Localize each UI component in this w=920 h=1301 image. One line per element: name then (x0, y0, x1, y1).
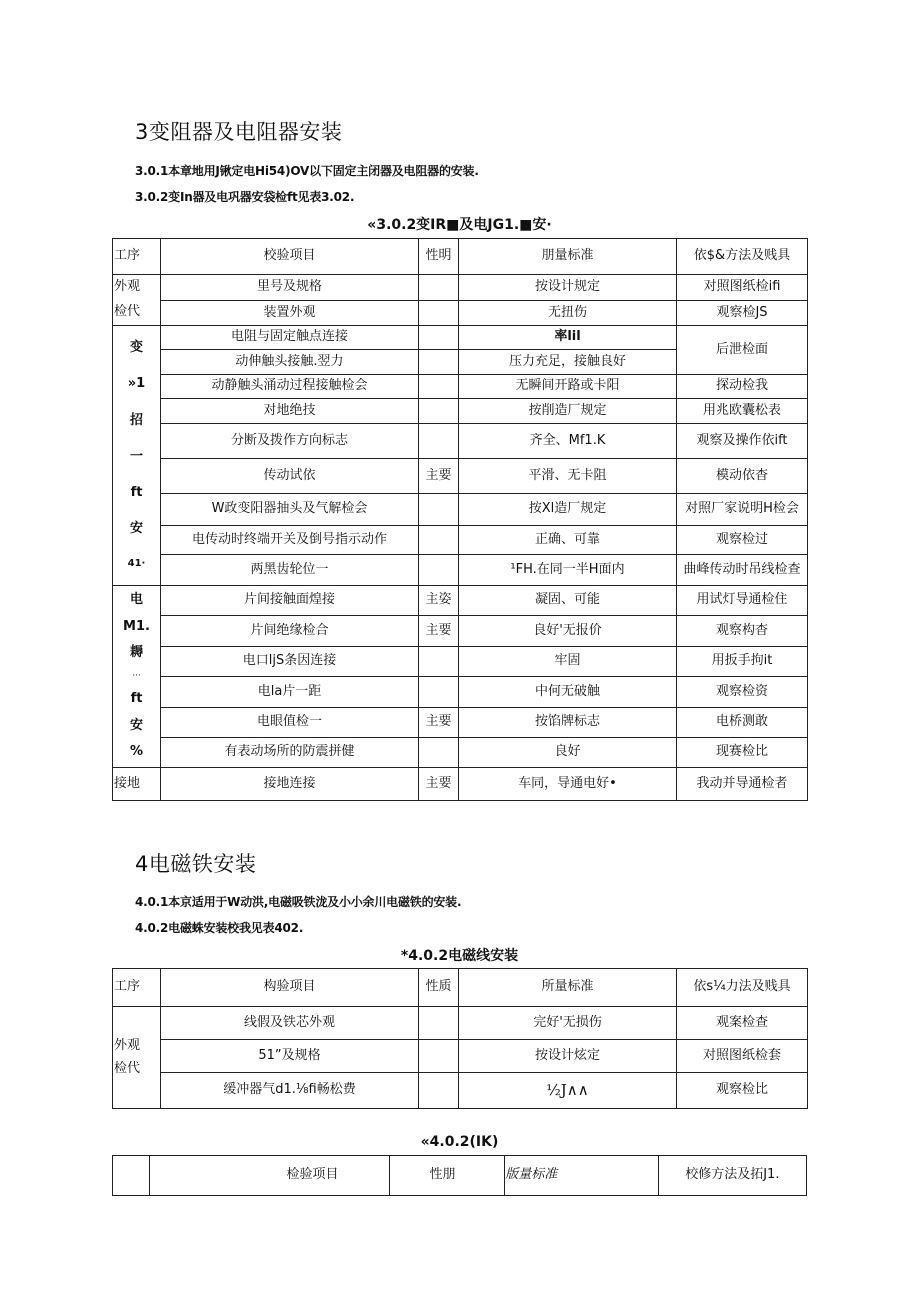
cell-standard: 按设计炫定 (459, 1040, 677, 1073)
table-row (113, 326, 808, 350)
cell-standard: ½J∧∧ (459, 1073, 677, 1109)
header-standard: 所量标准 (459, 969, 677, 1007)
group-bianzu-char: 招 (129, 412, 143, 428)
cell-method: 现赛检比 (677, 738, 808, 768)
cell-method: 观察检资 (677, 677, 808, 708)
table-row (113, 647, 808, 677)
group-jiedi: 接地 (113, 768, 161, 801)
table-row (113, 399, 808, 424)
cell-nature (419, 677, 459, 708)
table-4-header-row (113, 969, 808, 1007)
table-row (113, 677, 808, 708)
cell-method: 观案检查 (677, 1007, 808, 1040)
table-row (113, 459, 808, 494)
cell-standard: 良好 (459, 738, 677, 768)
table-4-continued-header-row (113, 1156, 807, 1196)
cell-method: 用兆欧囊松表 (677, 399, 808, 424)
cell-nature: 主要 (419, 768, 459, 801)
cell-item: 传动试依 (161, 459, 419, 494)
group-dianzu-char: % (129, 744, 144, 760)
group-bianzu-char: 一 (129, 448, 143, 464)
cell-standard: 完好'无损伤 (459, 1007, 677, 1040)
table-row (113, 375, 808, 399)
cell-standard: 无扭伤 (459, 301, 677, 326)
cell-method: 用扳手拘it (677, 647, 808, 677)
table-3 (112, 238, 808, 801)
section-4-para-1: 4.0.1本京适用于W动洪,电磁吸铁泷及小小余川电磁铁的安装. (135, 895, 462, 909)
cell-nature (419, 1073, 459, 1109)
cell-standard: 牢固 (459, 647, 677, 677)
header-process: 工序 (113, 969, 161, 1007)
cell-nature (419, 1007, 459, 1040)
cell-nature: 主姿 (419, 586, 459, 616)
cell-standard: 车同，导通电好• (459, 768, 677, 801)
cell-nature: 主要 (419, 616, 459, 647)
group-bianzu (113, 326, 161, 586)
section-4-para-2: 4.0.2电磁蛛安装校我见表402. (135, 921, 304, 935)
section-3-heading: 3变阻器及电阻器安装 (135, 120, 343, 144)
cell-nature (419, 494, 459, 526)
cell-item: 接地连接 (161, 768, 419, 801)
group-bianzu-char: ft (130, 484, 143, 500)
header-process: 工序 (113, 239, 161, 275)
cell-standard: 正确、可靠 (459, 526, 677, 555)
header-standard: 版量标准 (505, 1156, 659, 1196)
cell-item: 电传动时终端开关及倒号指示动作 (161, 526, 419, 555)
cell-method: 观察及操作依ift (677, 424, 808, 459)
cell-method: 对照图纸检套 (677, 1040, 808, 1073)
header-method: 依s¼力法及贱具 (677, 969, 808, 1007)
cell-method: 对照厂家说明H检会 (677, 494, 808, 526)
cell-standard: 良好'无报价 (459, 616, 677, 647)
cell-nature (419, 350, 459, 375)
cell-method: 我动并导通检者 (677, 768, 808, 801)
group-outer: 外观 检代 (113, 275, 161, 326)
header-item: 检验项目 (149, 1156, 389, 1196)
table-row (113, 616, 808, 647)
cell-item: 片间接触面煌接 (161, 586, 419, 616)
header-standard: 朋量标准 (459, 239, 677, 275)
cell-item: 动静触头涌动过程接触检会 (161, 375, 419, 399)
cell-item: 线假及铁芯外观 (161, 1007, 419, 1040)
section-3-para-2: 3.0.2变In器及电巩器安袋检ft见表3.02. (135, 190, 355, 204)
cell-item: W政变阳器抽头及气解检会 (161, 494, 419, 526)
header-nature: 性朋 (389, 1156, 505, 1196)
cell-standard: 按Xl造厂规定 (459, 494, 677, 526)
cell-item: 缓冲器气d1.⅛fi畅松费 (161, 1073, 419, 1109)
header-method: 校修方法及拓J1. (658, 1156, 806, 1196)
header-nature: 性明 (419, 239, 459, 275)
cell-item: 电眼值检一 (161, 708, 419, 738)
cell-method: 电桥测敢 (677, 708, 808, 738)
cell-item: 电口ljS条因连接 (161, 647, 419, 677)
cell-nature (419, 275, 459, 301)
cell-method: 观察检JS (677, 301, 808, 326)
group-dianzu-char: ··· (132, 671, 141, 682)
cell-nature: 主要 (419, 708, 459, 738)
cell-nature (419, 647, 459, 677)
cell-nature (419, 301, 459, 326)
group-dianzu-char: 耨 (129, 645, 143, 661)
cell-item: 里号及规格 (161, 275, 419, 301)
table-row (113, 1040, 808, 1073)
cell-method: 对照图纸检ifi (677, 275, 808, 301)
cell-nature (419, 526, 459, 555)
table-3-header-row (113, 239, 808, 275)
cell-standard: 按馅牌标志 (459, 708, 677, 738)
cell-standard: 按削造厂规定 (459, 399, 677, 424)
cell-item: 片间绝缘检合 (161, 616, 419, 647)
group-dianzu-char: M1. (123, 618, 150, 634)
table-row (113, 494, 808, 526)
table-row (113, 424, 808, 459)
cell-standard: 按设计规定 (459, 275, 677, 301)
table-row (113, 275, 808, 301)
cell-nature (419, 375, 459, 399)
group-bianzu-char: 41· (127, 558, 146, 570)
cell-method: 用试灯导通检住 (677, 586, 808, 616)
cell-nature (419, 326, 459, 350)
table-4-continued-caption: «4.0.2(IK) (420, 1134, 499, 1150)
cell-nature (419, 1040, 459, 1073)
cell-method: 模动依杳 (677, 459, 808, 494)
group-bianzu-char: 变 (129, 340, 143, 356)
table-4 (112, 968, 808, 1109)
table-row (113, 768, 808, 801)
header-method: 依$&方法及贱具 (677, 239, 808, 275)
cell-standard: 无瞬间开路或卡阳 (459, 375, 677, 399)
table-row (113, 555, 808, 586)
cell-item: 装置外观 (161, 301, 419, 326)
header-item: 校验项目 (161, 239, 419, 275)
group-dianzu-char: 安 (129, 717, 143, 733)
header-item: 构验项目 (161, 969, 419, 1007)
cell-nature (419, 424, 459, 459)
cell-item: 分断及拨作方向标志 (161, 424, 419, 459)
cell-method: 曲峰传动时吊线检查 (677, 555, 808, 586)
table-row (113, 526, 808, 555)
cell-method: 后泄检面 (677, 326, 808, 375)
cell-item: 两黑齿轮位一 (161, 555, 419, 586)
cell-standard: 平滑、无卡阻 (459, 459, 677, 494)
cell-nature (419, 738, 459, 768)
table-row (113, 1007, 808, 1040)
cell-method: 观察检比 (677, 1073, 808, 1109)
cell-item: 电阻与固定触点连接 (161, 326, 419, 350)
section-4-heading: 4电磁铁安装 (135, 852, 257, 876)
group-dianzu-char: 电 (129, 591, 143, 607)
cell-method: 探动检我 (677, 375, 808, 399)
group-dianzu-char: ft (130, 690, 143, 706)
table-row (113, 708, 808, 738)
cell-nature (419, 555, 459, 586)
cell-standard: 齐全、Mf1.K (459, 424, 677, 459)
section-3-para-1: 3.0.1本章地用J锹定电Hi54)OV以下固定主闭器及电阻器的安装. (135, 164, 479, 178)
cell-standard: 凝固、可能 (459, 586, 677, 616)
cell-standard: 中何无破触 (459, 677, 677, 708)
cell-item: 51”及规格 (161, 1040, 419, 1073)
table-4-caption: *4.0.2电磁线安装 (400, 948, 519, 964)
cell-standard: ¹FH.在同一半H面内 (459, 555, 677, 586)
group-outer: 外观 检代 (113, 1007, 161, 1109)
cell-item: 对地绝技 (161, 399, 419, 424)
table-row (113, 1073, 808, 1109)
table-3-caption: «3.0.2变IR■及电JG1.■安· (367, 217, 552, 233)
cell-nature: 主要 (419, 459, 459, 494)
cell-item: 动伸触头接触.翌力 (161, 350, 419, 375)
table-row (113, 301, 808, 326)
cell-method: 观察构杳 (677, 616, 808, 647)
table-row (113, 738, 808, 768)
cell-method: 观察检过 (677, 526, 808, 555)
cell-nature (419, 399, 459, 424)
table-4-continued (112, 1155, 807, 1196)
cell-item: 有表动场所的防震拼健 (161, 738, 419, 768)
group-dianzu (113, 586, 161, 768)
group-bianzu-char: »1 (127, 376, 146, 392)
group-bianzu-char: 安 (129, 521, 143, 537)
cell-item: 电la片一距 (161, 677, 419, 708)
header-nature: 性质 (419, 969, 459, 1007)
header-process (113, 1156, 150, 1196)
cell-standard: 率lil (459, 326, 677, 350)
table-row (113, 586, 808, 616)
cell-standard: 压力充足，接触良好 (459, 350, 677, 375)
